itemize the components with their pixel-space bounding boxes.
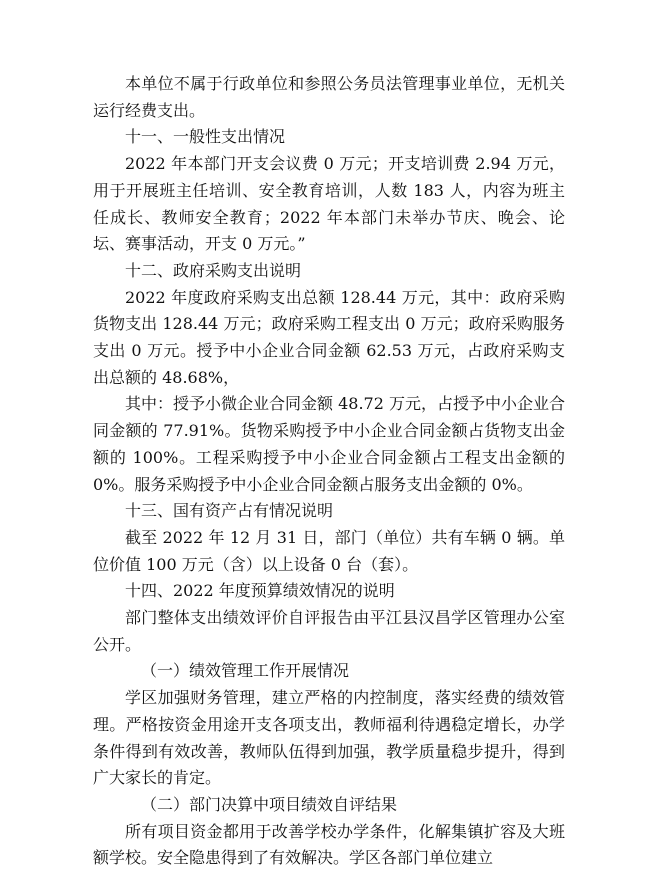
paragraph-assets-vehicles: 截至 2022 年 12 月 31 日，部门（单位）共有车辆 0 辆。单位价值 100 万元（含）以上设备 0 台（套）。 (93, 527, 565, 574)
paragraph-procurement-sme-details: 其中：授予小微企业合同金额 48.72 万元，占授予中小企业合同金额的 77.91%。货物采购授予中小企业合同金额占货物支出金额的 100%。工程采购授予中小企业合同金额占工程支出金额的 0%。服务采购授予中小企业合同金额占服务支出金额的 0%。 (93, 394, 565, 494)
heading-government-procurement: 十二、政府采购支出说明 (125, 260, 302, 280)
heading-state-assets: 十三、国有资产占有情况说明 (125, 501, 334, 521)
paragraph-performance-management: 学区加强财务管理，建立严格的内控制度，落实经费的绩效管理。严格按资金用途开支各项支出，教师福利待遇稳定增长，办学条件得到有效改善，教师队伍得到加强，教学质量稳步提升，得到广大家长的肯定。 (93, 688, 565, 788)
subheading-project-self-evaluation: （二）部门决算中项目绩效自评结果 (141, 794, 398, 814)
paragraph-meeting-training-fees: 2022 年本部门开支会议费 0 万元；开支培训费 2.94 万元，用于开展班主任培训、安全教育培训，人数 183 人，内容为班主任成长、教师安全教育；2022 年本部门未举办节庆、晚会、论坛、赛事活动，开支 0 万元。” (93, 154, 565, 254)
document-page (93, 71, 565, 872)
paragraph-project-self-evaluation: 所有项目资金都用于改善学校办学条件，化解集镇扩容及大班额学校。安全隐患得到了有效解决。学区各部门单位建立 (93, 821, 565, 868)
paragraph-performance-report: 部门整体支出绩效评价自评报告由平江县汉昌学区管理办公室公开。 (93, 608, 565, 654)
paragraph-procurement-totals: 2022 年度政府采购支出总额 128.44 万元，其中：政府采购货物支出 128.44 万元；政府采购工程支出 0 万元；政府采购服务支出 0 万元。授予中小企业合同金额 62.53 万元，占政府采购支出总额的 48.68%， (93, 287, 565, 387)
heading-performance-budget: 十四、2022 年度预算绩效情况的说明 (125, 581, 395, 601)
paragraph-no-admin-expense: 本单位不属于行政单位和参照公务员法管理事业单位，无机关运行经费支出。 (93, 74, 565, 120)
subheading-performance-management: （一）绩效管理工作开展情况 (141, 661, 350, 681)
heading-general-expenditure: 十一、一般性支出情况 (125, 127, 286, 147)
